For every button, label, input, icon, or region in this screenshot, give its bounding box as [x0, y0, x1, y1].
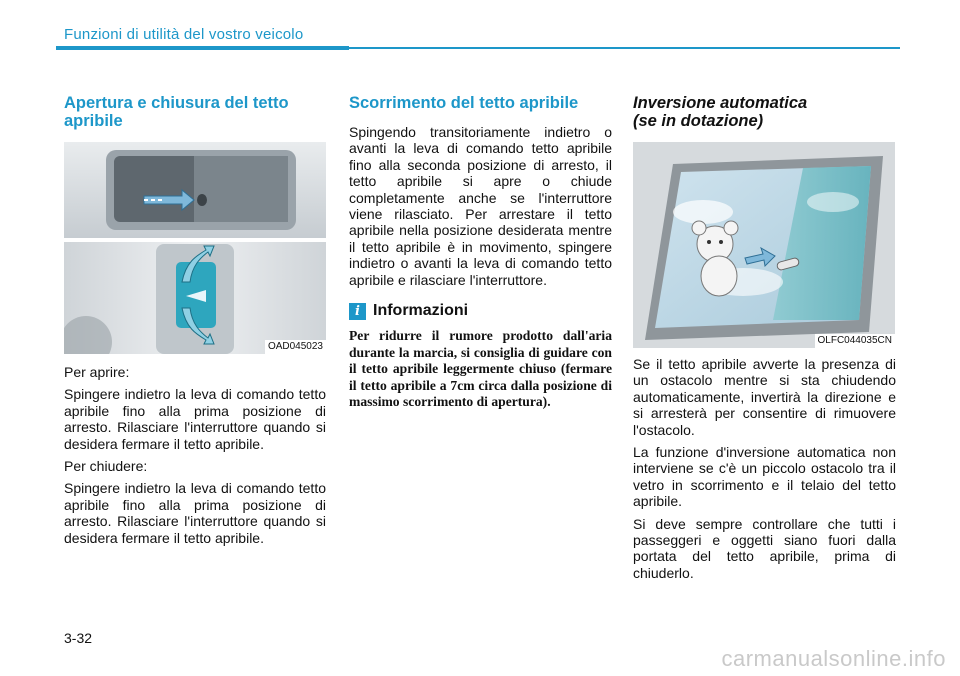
section-heading-sliding: Scorrimento del tetto apribile [349, 94, 579, 112]
info-icon: i [349, 303, 366, 320]
info-title: Informazioni [373, 302, 469, 320]
heading-line-1: Inversione automatica [633, 94, 808, 112]
sunroof-switch-illustration [64, 142, 326, 354]
auto-reverse-figure [633, 142, 895, 348]
figure-code: OAD045023 [265, 340, 326, 354]
middle-column [349, 94, 612, 411]
info-text: Per ridurre il rumore prodotto dall'aria durante la marcia, si consiglia di guidare con il tetto apribile leggermente chiuso (fermare il tetto apribile a 7cm circa dalla posizione di massimo scorrimento di apertura). [349, 328, 612, 410]
header-bar-thick [56, 46, 349, 50]
paragraph-close-label: Per chiudere: [64, 458, 148, 475]
paragraph-auto-reverse-1: Se il tetto apribile avverte la presenza di un ostacolo mentre si sta chiudendo automaticamente, invertirà la direzione e si arresterà per consentire di rimuovere l'ostacolo. [633, 356, 896, 438]
info-box-header [349, 302, 612, 320]
auto-reverse-illustration [633, 142, 895, 348]
watermark: carmanualsonline.info [721, 646, 946, 671]
figure-code: OLFC044035CN [815, 334, 895, 348]
right-column [633, 94, 896, 587]
paragraph-auto-reverse-3: Si deve sempre controllare che tutti i passeggeri e oggetti siano fuori dalla portata del tetto apribile, prima di chiuderlo. [633, 515, 896, 581]
sunroof-switch-figure [64, 142, 326, 354]
paragraph-sliding: Spingendo transitoriamente indietro o avanti la leva di comando tetto apribile fino alla seconda posizione di arresto, il tetto apribile si apre o chiude completamente anche se l'interruttore viene rilasciato. Per arrestare il tetto apribile nella posizione desiderata mentre il tetto apribile è in movimento, spingere indietro o avanti la leva di comando tetto apribile e rilasciare l'interruttore. [349, 124, 612, 288]
paragraph-open-label: Per aprire: [64, 364, 130, 380]
left-column [64, 94, 326, 552]
paragraph-auto-reverse-2: La funzione d'inversione automatica non interviene se c'è un piccolo ostacolo tra il vetro in scorrimento e il telaio del tetto apribile. [633, 444, 896, 510]
paragraph-open-instructions: Spingere indietro la leva di comando tetto apribile fino alla prima posizione di arresto. Rilasciare l'interruttore quando si desidera fermare il tetto apribile. [64, 386, 326, 452]
page-header-title: Funzioni di utilità del vostro veicolo [64, 26, 304, 43]
paragraph-close-instructions: Spingere indietro la leva di comando tetto apribile fino alla prima posizione di arresto. Rilasciare l'interruttore quando si desidera fermare il tetto apribile. [64, 480, 326, 546]
page-number: 3-32 [64, 630, 93, 646]
section-heading-open-close: Apertura e chiusura del tetto apribile [64, 94, 289, 130]
heading-line-2: (se in dotazione) [633, 112, 764, 130]
section-heading-auto-reverse [633, 94, 896, 130]
header-bar-thin [349, 47, 900, 49]
